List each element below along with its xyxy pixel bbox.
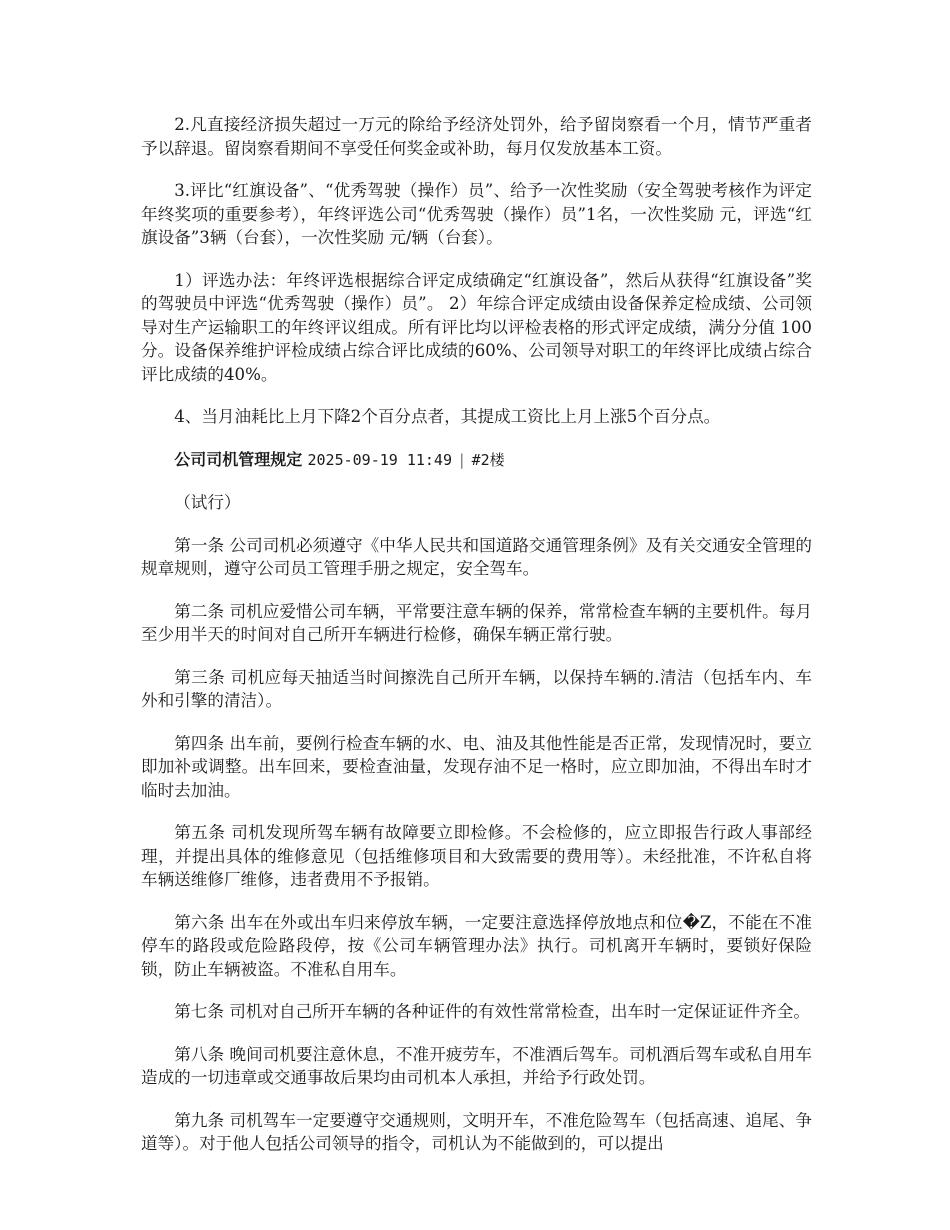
paragraph-subtitle: （试行） (174, 493, 241, 512)
post-separator: | (457, 450, 467, 469)
post-header (141, 448, 812, 473)
article-5: 第五条 司机发现所驾车辆有故障要立即检修。不会检修的，应立即报告行政人事部经理，并提出具体的维修意见（包括维修项目和大致需要的费用等）。未经批准，不许私自将车辆送维修厂维修，违者费用不予报销。 (141, 823, 812, 889)
article-3: 第三条 司机应每天抽适当时间擦洗自己所开车辆，以保持车辆的.清洁（包括车内、车外和引擎的清洁）。 (141, 667, 812, 710)
paragraph: 1）评选办法：年终评选根据综合评定成绩确定“红旗设备”，然后从获得“红旗设备”奖的驾驶员中评选“优秀驾驶（操作）员”。 2）年综合评定成绩由设备保养定检成绩、公司领导对生产运输职工的年终评议组成。所有评比均以评检表格的形式评定成绩，满分分值 100 分。设备保养维护评检成绩占综合评比成绩的60%、公司领导对职工的年终评比成绩占综合评比成绩的40%。 (141, 270, 812, 384)
article-4: 第四条 出车前，要例行检查车辆的水、电、油及其他性能是否正常，发现情况时，要立即加补或调整。出车回来，要检查油量，发现存油不足一格时，应立即加油，不得出车时才临时去加油。 (141, 733, 812, 800)
article-7: 第七条 司机对自己所开车辆的各种证件的有效性常常检查，出车时一定保证证件齐全。 (174, 1002, 811, 1021)
post-title[interactable]: 公司司机管理规定 (174, 449, 303, 469)
paragraph: 2.凡直接经济损失超过一万元的除给予经济处罚外，给予留岗察看一个月，情节严重者予以辞退。留岗察看期间不享受任何奖金或补助，每月仅发放基本工资。 (141, 115, 812, 158)
paragraph: 4、当月油耗比上月下降2个百分点者，其提成工资比上月上涨5个百分点。 (174, 407, 721, 426)
article-1: 第一条 公司司机必须遵守《中华人民共和国道路交通管理条例》及有关交通安全管理的规章规则，遵守公司员工管理手册之规定，安全驾车。 (141, 535, 812, 578)
article-6: 第六条 出车在外或出车归来停放车辆，一定要注意选择停放地点和位�Z，不能在不准停车的路段或危险路段停，按《公司车辆管理办法》执行。司机离开车辆时，要锁好保险锁，防止车辆被盗。不准私自用车。 (141, 912, 812, 979)
article-2: 第二条 司机应爱惜公司车辆，平常要注意车辆的保养，常常检查车辆的主要机件。每月至少用半天的时间对自己所开车辆进行检修，确保车辆正常行驶。 (141, 601, 812, 644)
article-9: 第九条 司机驾车一定要遵守交通规则，文明开车，不准危险驾车（包括高速、追尾、争道等）。对于他人包括公司领导的指令，司机认为不能做到的，可以提出 (141, 1110, 812, 1153)
post-datetime: 2025-09-19 11:49 (307, 450, 452, 469)
post-floor: #2楼 (471, 450, 505, 469)
paragraph: 3.评比“红旗设备”、“优秀驾驶（操作）员”、给予一次性奖励（安全驾驶考核作为评定年终奖项的重要参考），年终评选公司“优秀驾驶（操作）员”1名，一次性奖励 元，评选“红旗设备”3辆（台套），一次性奖励 元/辆（台套）。 (141, 181, 812, 247)
article-8: 第八条 晚间司机要注意休息，不准开疲劳车，不准酒后驾车。司机酒后驾车或私自用车造成的一切违章或交通事故后果均由司机本人承担，并给予行政处罚。 (141, 1044, 812, 1087)
